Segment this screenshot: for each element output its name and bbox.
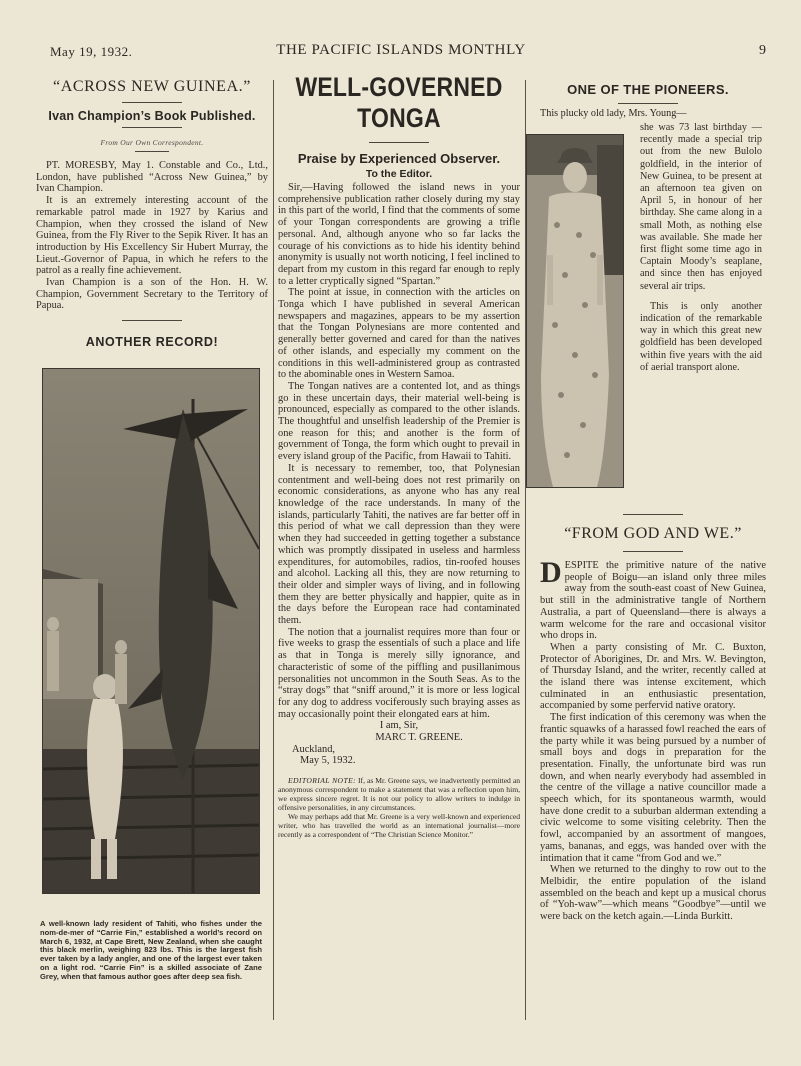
article-paragraph-text: ESPITE the primitive nature of the native people of Boigu—an island only three miles away from the south-east coast of New Guinea, but still in the administrative tangle of Northern Australia, a part of Queensland—there is always a warm welcome for the rare and occasional visitor who drops in. bbox=[540, 560, 766, 642]
issue-date: May 19, 1932. bbox=[50, 44, 133, 59]
photo-caption: A well-known lady resident of Tahiti, who fishes under the nom-de-mer of “Carrie Fin,” established a world’s record on March 6, 1932, at Cape Brett, New Zealand, when she caught this black merlin, weighing 823 lbs. This is the largest fish ever taken by a lady angler, and one of the largest ever taken on a light rod. “Carrie Fin” is a skilled associate of Zane Grey, when that famous author goes after deep sea fish. bbox=[40, 919, 262, 981]
mrs-young-photo bbox=[526, 134, 624, 488]
page-number: 9 bbox=[759, 43, 766, 58]
marlin-photo bbox=[42, 368, 260, 894]
article-paragraph: she was 73 last birthday — recently made a special trip out from the new Bulolo goldfield, in the interior of New Guinea, to be present at an afternoon tea given on April 5, in honour of her birthday. She came along in a small Moth, as nothing else was available. She made her first flight some time ago in Captain Moody’s seaplane, and since then has enjoyed several air trips. bbox=[640, 122, 762, 292]
article-headline: ONE OF THE PIONEERS. bbox=[567, 82, 729, 97]
article-paragraph: The first indication of this ceremony was when the frantic squawks of a harassed fowl reached the ears of the party while it was being pursued by a number of small boys and dogs in preparation for the presentation. Finally, the unfortunate bird was run down, and when nearly everybody had assembled in the centre of the village a native councillor made a speech which, for its spontaneous warmth, would have done credit to a suburban alderman extending a civic welcome to some visiting celebrity. Then the fowl, accompanied by an assortment of mangoes, yams, bananas, and eggs, was handed over with the intimation that it came “from God and we.” bbox=[540, 712, 766, 864]
article-paragraph: PT. MORESBY, May 1. Constable and Co., Ltd., London, have published “Across New Guinea,” by Ivan Champion. bbox=[36, 160, 268, 195]
editorial-note-continued: We may perhaps add that Mr. Greene is a very well-known and experienced writer, who has travelled the world as an international journalist—more recently as a correspondent of “The Christian Science Monitor.” bbox=[278, 811, 520, 839]
section-headline: ANOTHER RECORD! bbox=[85, 335, 219, 350]
article-paragraph: When we returned to the dinghy to row out to the Melbidir, the entire population of the island assembled on the beach and kept up a musical chorus of “Yoh-waw”—which means “Goodbye”—until we were back on the ketch again.—Linda Burkitt. bbox=[540, 864, 766, 923]
editorial-note-text: If, as Mr. Greene says, we inadvertently permitted an anonymous correspondent to make a statement that was a reflection upon him, we express sincere regret. It is not our policy to allow writers to indulge in offensive personalities, in any circumstances. bbox=[278, 776, 521, 812]
article-paragraph: When a party consisting of Mr. C. Buxton, Protector of Aborigines, Dr. and Mrs. W. Bevington, of Thursday Island, and the writer, recently called at the island there was intense excitement, which culminated in an enthusiastic presentation, accompanied by some perfervid native oratory. bbox=[540, 641, 766, 712]
divider bbox=[623, 551, 683, 552]
article-headline: WELL-GOVERNED TONGA bbox=[295, 71, 503, 133]
article-paragraph: This is only another indication of the remarkable way in which this great new goldfield has been developed within five years with the aid of aerial transport alone. bbox=[640, 300, 762, 373]
article-subhead: Ivan Champion’s Book Published. bbox=[48, 109, 256, 123]
divider bbox=[623, 514, 683, 515]
article-headline: “FROM GOD AND WE.” bbox=[564, 525, 742, 542]
letter-place: Auckland, bbox=[292, 743, 335, 755]
article-subhead: Praise by Experienced Observer. bbox=[297, 151, 501, 166]
divider bbox=[135, 151, 169, 152]
letter-signature: MARC T. GREENE. bbox=[375, 732, 463, 744]
divider bbox=[122, 102, 182, 103]
divider bbox=[618, 103, 678, 104]
article-paragraph: It is necessary to remember, too, that Polynesian contentment and well-being does not rest primarily on economic considerations, as anyone who has any real knowledge of the race understands. In many of the islands, particularly Tahiti, the natives are far better off in this period of what we call depression than they were when they had succeeded in getting together a substance which was promptly dissipated in useless and harmless expenditures, for automobiles, radios, tin-roofed houses and alcohol. Lacking all this, they are now returning to their older and simpler ways of living, and in following them they are better physically and happier, quite as in the days before the European race had contaminated them. bbox=[278, 462, 520, 627]
letter-salutation-heading: To the Editor. bbox=[365, 168, 433, 180]
byline: From Our Own Correspondent. bbox=[100, 138, 204, 147]
article-paragraph: The notion that a journalist requires more than four or five weeks to grasp the essentials of such a place and life as that in Tonga is merely silly ignorance, and characteristic of some of the piffling and pusillanimous personalities not uncommon in the South Seas. As to the “stray dogs” that “sniff around,” it is more or less logical for any dog to address vociferously such braying asses as may occasionally point their elongated ears at him. bbox=[278, 626, 520, 720]
divider bbox=[122, 127, 182, 128]
article-paragraph: Ivan Champion is a son of the Hon. H. W. Champion, Government Secretary to the Territory of Papua. bbox=[36, 277, 268, 312]
drop-cap: D bbox=[540, 556, 562, 589]
article-paragraph: It is an extremely interesting account of the remarkable patrol made in 1927 by Karius and Champion, when they crossed the island of New Guinea, from the Fly River to the Sepik River. It has an introduction by His Excellency Sir Hubert Murray, the Lieut.-Governor of Papua, in which he refers to the patrol as a really fine achievement. bbox=[36, 195, 268, 277]
column-right bbox=[530, 80, 766, 104]
divider bbox=[369, 142, 429, 143]
pioneer-article-body bbox=[640, 122, 762, 374]
divider bbox=[122, 320, 182, 321]
editorial-note-label: EDITORIAL NOTE: bbox=[288, 776, 357, 786]
editorial-note bbox=[278, 777, 520, 813]
article-headline: “ACROSS NEW GUINEA.” bbox=[53, 78, 251, 95]
article-paragraph: Sir,—Having followed the island news in your comprehensive publication rather closely during my stay in this part of the world, I find that the comments of some of your Tongan correspondents are growing a trifle personal. And, although anyone who so far lacks the courage of his convictions as to hide his identity behind anonymity is usually not worth noticing, I feel inclined to depart from my custom in this regard far enough to reply to a letter cryptically signed “Spartan.” bbox=[278, 182, 520, 287]
marlin-photo-illustration bbox=[43, 369, 259, 893]
page-header bbox=[36, 44, 766, 66]
letter-date: May 5, 1932. bbox=[300, 755, 356, 767]
mrs-young-photo-illustration bbox=[527, 135, 623, 487]
article-paragraph bbox=[540, 556, 766, 642]
column-left bbox=[36, 78, 268, 357]
article-lead: This plucky old lady, Mrs. Young— bbox=[540, 108, 687, 119]
column-divider bbox=[273, 80, 274, 1020]
letter-closing: I am, Sir, bbox=[379, 720, 419, 732]
article-paragraph: The Tongan natives are a contented lot, and as things go in these uncertain days, their material well-being is pronounced, especially as compared to the other islands. The thoughtful and unselfish leadership of the Premier is one reason for this; and another is the form of government of Tonga, the form which ought to prevail in every island group of the Pacific, from Hawaii to Tahiti. bbox=[278, 380, 520, 463]
god-and-we-article bbox=[540, 514, 766, 923]
article-paragraph: The point at issue, in connection with the articles on Tonga which I have published in several American newspapers and magazines, appears to be my assertion that the Tongan Polynesians are more contented and generally better governed and cared for than the natives of other islands, and especially my comment on the conditions in this well-administered group as contrasted to the abominable ones in Western Samoa. bbox=[278, 287, 520, 381]
column-middle bbox=[278, 71, 521, 840]
publication-title: THE PACIFIC ISLANDS MONTHLY bbox=[276, 42, 526, 58]
